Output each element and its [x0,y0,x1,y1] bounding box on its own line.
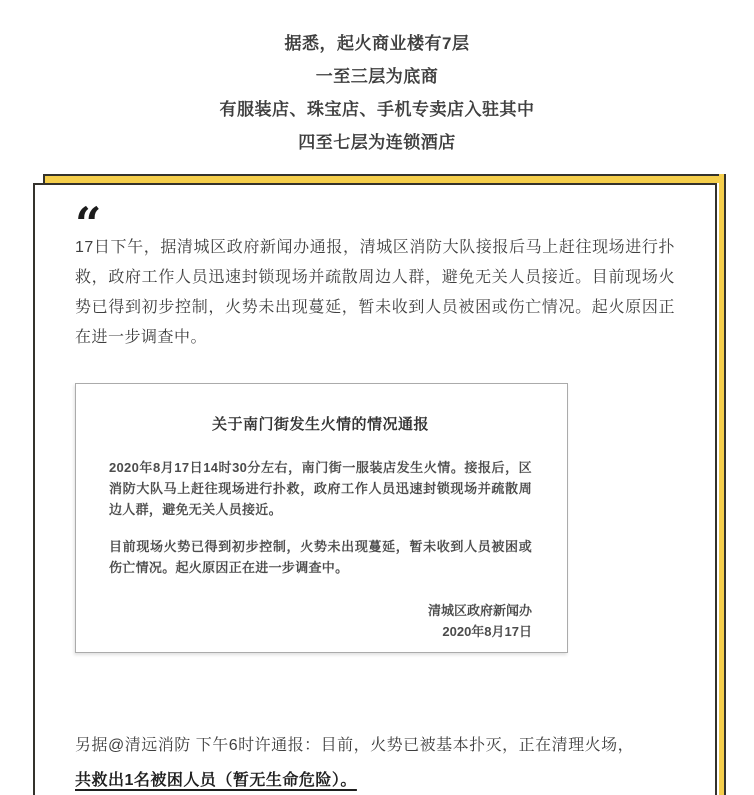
notice-date: 2020年8月17日 [442,624,532,639]
notice-signature: 清城区政府新闻办 [427,603,532,618]
notice-title: 关于南门街发生火情的情况通报 [211,416,429,433]
quotation-mark-icon: “ [75,197,99,251]
notice-paragraph: 目前现场火势已得到初步控制，火势未出现蔓延，暂未收到人员被困或伤亡情况。起火原因正在进一步调查中。 [109,539,532,575]
quote-accent-top-bar [43,174,726,183]
headline-line: 一至三层为底商 [315,67,439,86]
followup-paragraph [75,728,675,795]
quote-block [33,183,717,795]
report-paragraph: 17日下午，据清城区政府新闻办通报，清城区消防大队接报后马上赶往现场进行扑救，政府工作人员迅速封锁现场并疏散周边人群，避免无关人员接近。目前现场火势已得到初步控制，火势未出现蔓延，暂未收到人员被困或伤亡情况。起火原因正在进一步调查中。 [75,239,675,346]
quote-accent-right-bar [719,174,726,795]
followup-lead: 另据@清远消防 下午6时许通报：目前，火势已被基本扑灭，正在清理火场， [75,737,635,754]
quote-box [33,183,717,795]
headline-line: 四至七层为连锁酒店 [298,133,456,152]
official-notice-card [75,383,568,653]
followup-highlight: 共救出1名被困人员（暂无生命危险）。 [75,772,357,789]
headline-line: 据悉，起火商业楼有7层 [284,34,470,53]
headline-line: 有服装店、珠宝店、手机专卖店入驻其中 [219,100,535,119]
headline-block [0,0,754,159]
notice-paragraph: 2020年8月17日14时30分左右，南门街一服装店发生火情。接报后，区消防大队马上赶往现场进行扑救，政府工作人员迅速封锁现场并疏散周边人群，避免无关人员接近。 [109,460,532,517]
